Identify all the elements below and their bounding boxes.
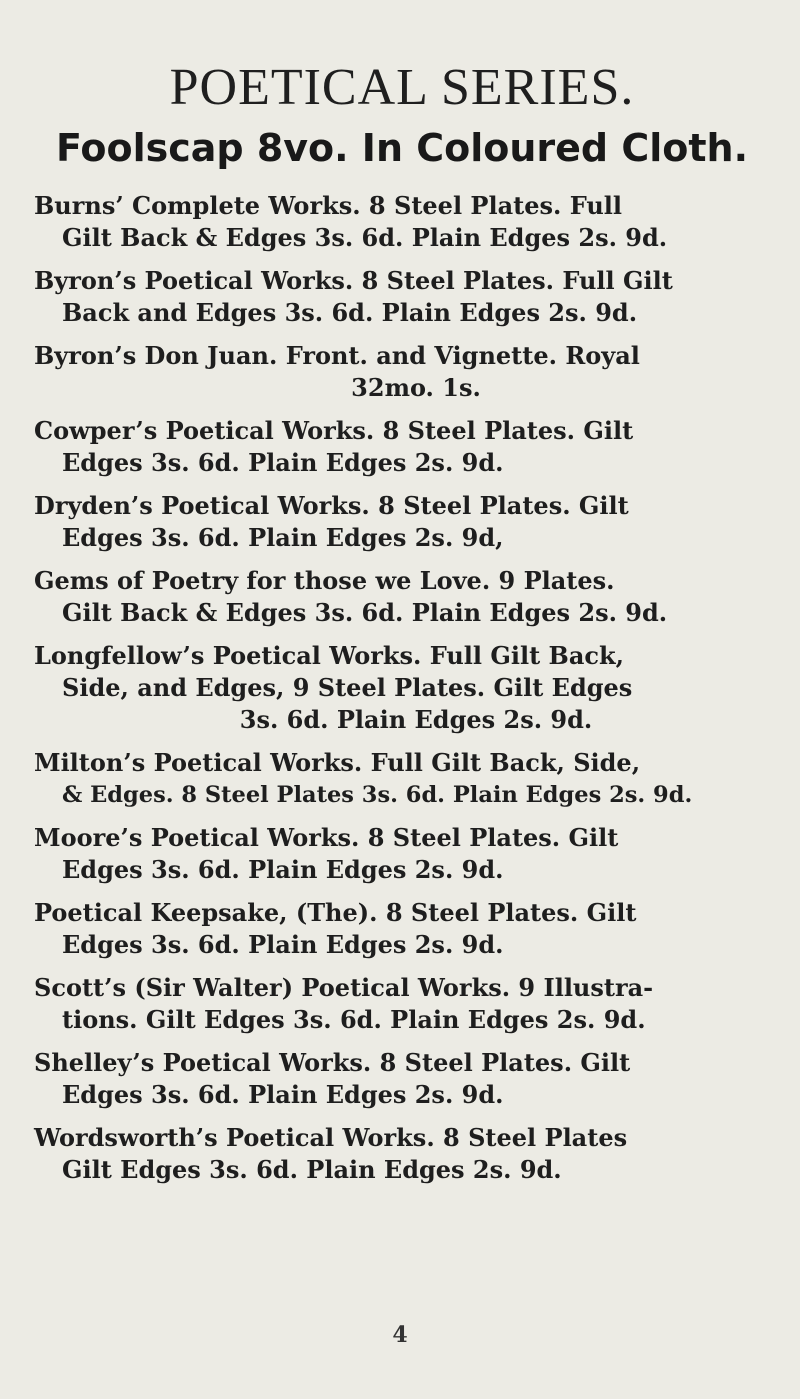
entry-line: Byron’s Poetical Works. 8 Steel Plates. Full Gilt [34, 266, 673, 295]
list-item [34, 972, 770, 1036]
list-item [34, 897, 770, 961]
list-item [34, 747, 770, 811]
list-item [34, 340, 770, 404]
entry-line: Edges 3s. 6d. Plain Edges 2s. 9d. [62, 930, 504, 959]
page-subtitle: Foolscap 8vo. In Coloured Cloth. [55, 126, 749, 170]
entry-line: Edges 3s. 6d. Plain Edges 2s. 9d. [62, 855, 504, 884]
entry-line: Longfellow’s Poetical Works. Full Gilt Back, [34, 641, 624, 670]
entry-line: Back and Edges 3s. 6d. Plain Edges 2s. 9d. [62, 298, 638, 327]
list-item [34, 265, 770, 329]
page-title: POETICAL SERIES. [169, 59, 635, 116]
entry-line: Gilt Edges 3s. 6d. Plain Edges 2s. 9d. [62, 1155, 562, 1184]
list-item [34, 490, 770, 554]
entry-line: Gilt Back & Edges 3s. 6d. Plain Edges 2s. 9d. [62, 598, 668, 627]
entry-line: Scott’s (Sir Walter) Poetical Works. 9 Illustra- [34, 973, 654, 1002]
list-item [34, 822, 770, 886]
entry-line: Edges 3s. 6d. Plain Edges 2s. 9d, [62, 523, 504, 552]
page-number: 4 [392, 1322, 408, 1348]
list-item [34, 415, 770, 479]
entry-line: & Edges. 8 Steel Plates 3s. 6d. Plain Edges 2s. 9d. [62, 782, 693, 808]
list-item [34, 1047, 770, 1111]
entry-line: Moore’s Poetical Works. 8 Steel Plates. Gilt [34, 823, 619, 852]
list-item [34, 1122, 770, 1186]
entry-line: tions. Gilt Edges 3s. 6d. Plain Edges 2s. 9d. [62, 1005, 646, 1034]
entry-line: Byron’s Don Juan. Front. and Vignette. Royal [34, 341, 640, 370]
entry-line: Cowper’s Poetical Works. 8 Steel Plates. Gilt [34, 416, 634, 445]
entry-line: Poetical Keepsake, (The). 8 Steel Plates. Gilt [34, 898, 637, 927]
list-item [34, 565, 770, 629]
entry-line: Shelley’s Poetical Works. 8 Steel Plates. Gilt [34, 1048, 631, 1077]
entry-line: 3s. 6d. Plain Edges 2s. 9d. [239, 705, 593, 734]
entry-line: Edges 3s. 6d. Plain Edges 2s. 9d. [62, 1080, 504, 1109]
entry-line: Edges 3s. 6d. Plain Edges 2s. 9d. [62, 448, 504, 477]
entry-line: Burns’ Complete Works. 8 Steel Plates. Full [34, 191, 623, 220]
entry-line: Gems of Poetry for those we Love. 9 Plates. [34, 566, 615, 595]
entry-line: Side, and Edges, 9 Steel Plates. Gilt Edges [62, 673, 633, 702]
list-item [34, 190, 770, 254]
entry-line: Wordsworth’s Poetical Works. 8 Steel Plates [34, 1123, 628, 1152]
entry-line: Dryden’s Poetical Works. 8 Steel Plates. Gilt [34, 491, 629, 520]
entry-line: 32mo. 1s. [351, 373, 481, 402]
entry-line: Gilt Back & Edges 3s. 6d. Plain Edges 2s. 9d. [62, 223, 668, 252]
book-list [34, 190, 770, 1186]
entry-line: Milton’s Poetical Works. Full Gilt Back, Side, [34, 748, 641, 777]
list-item [34, 640, 770, 736]
